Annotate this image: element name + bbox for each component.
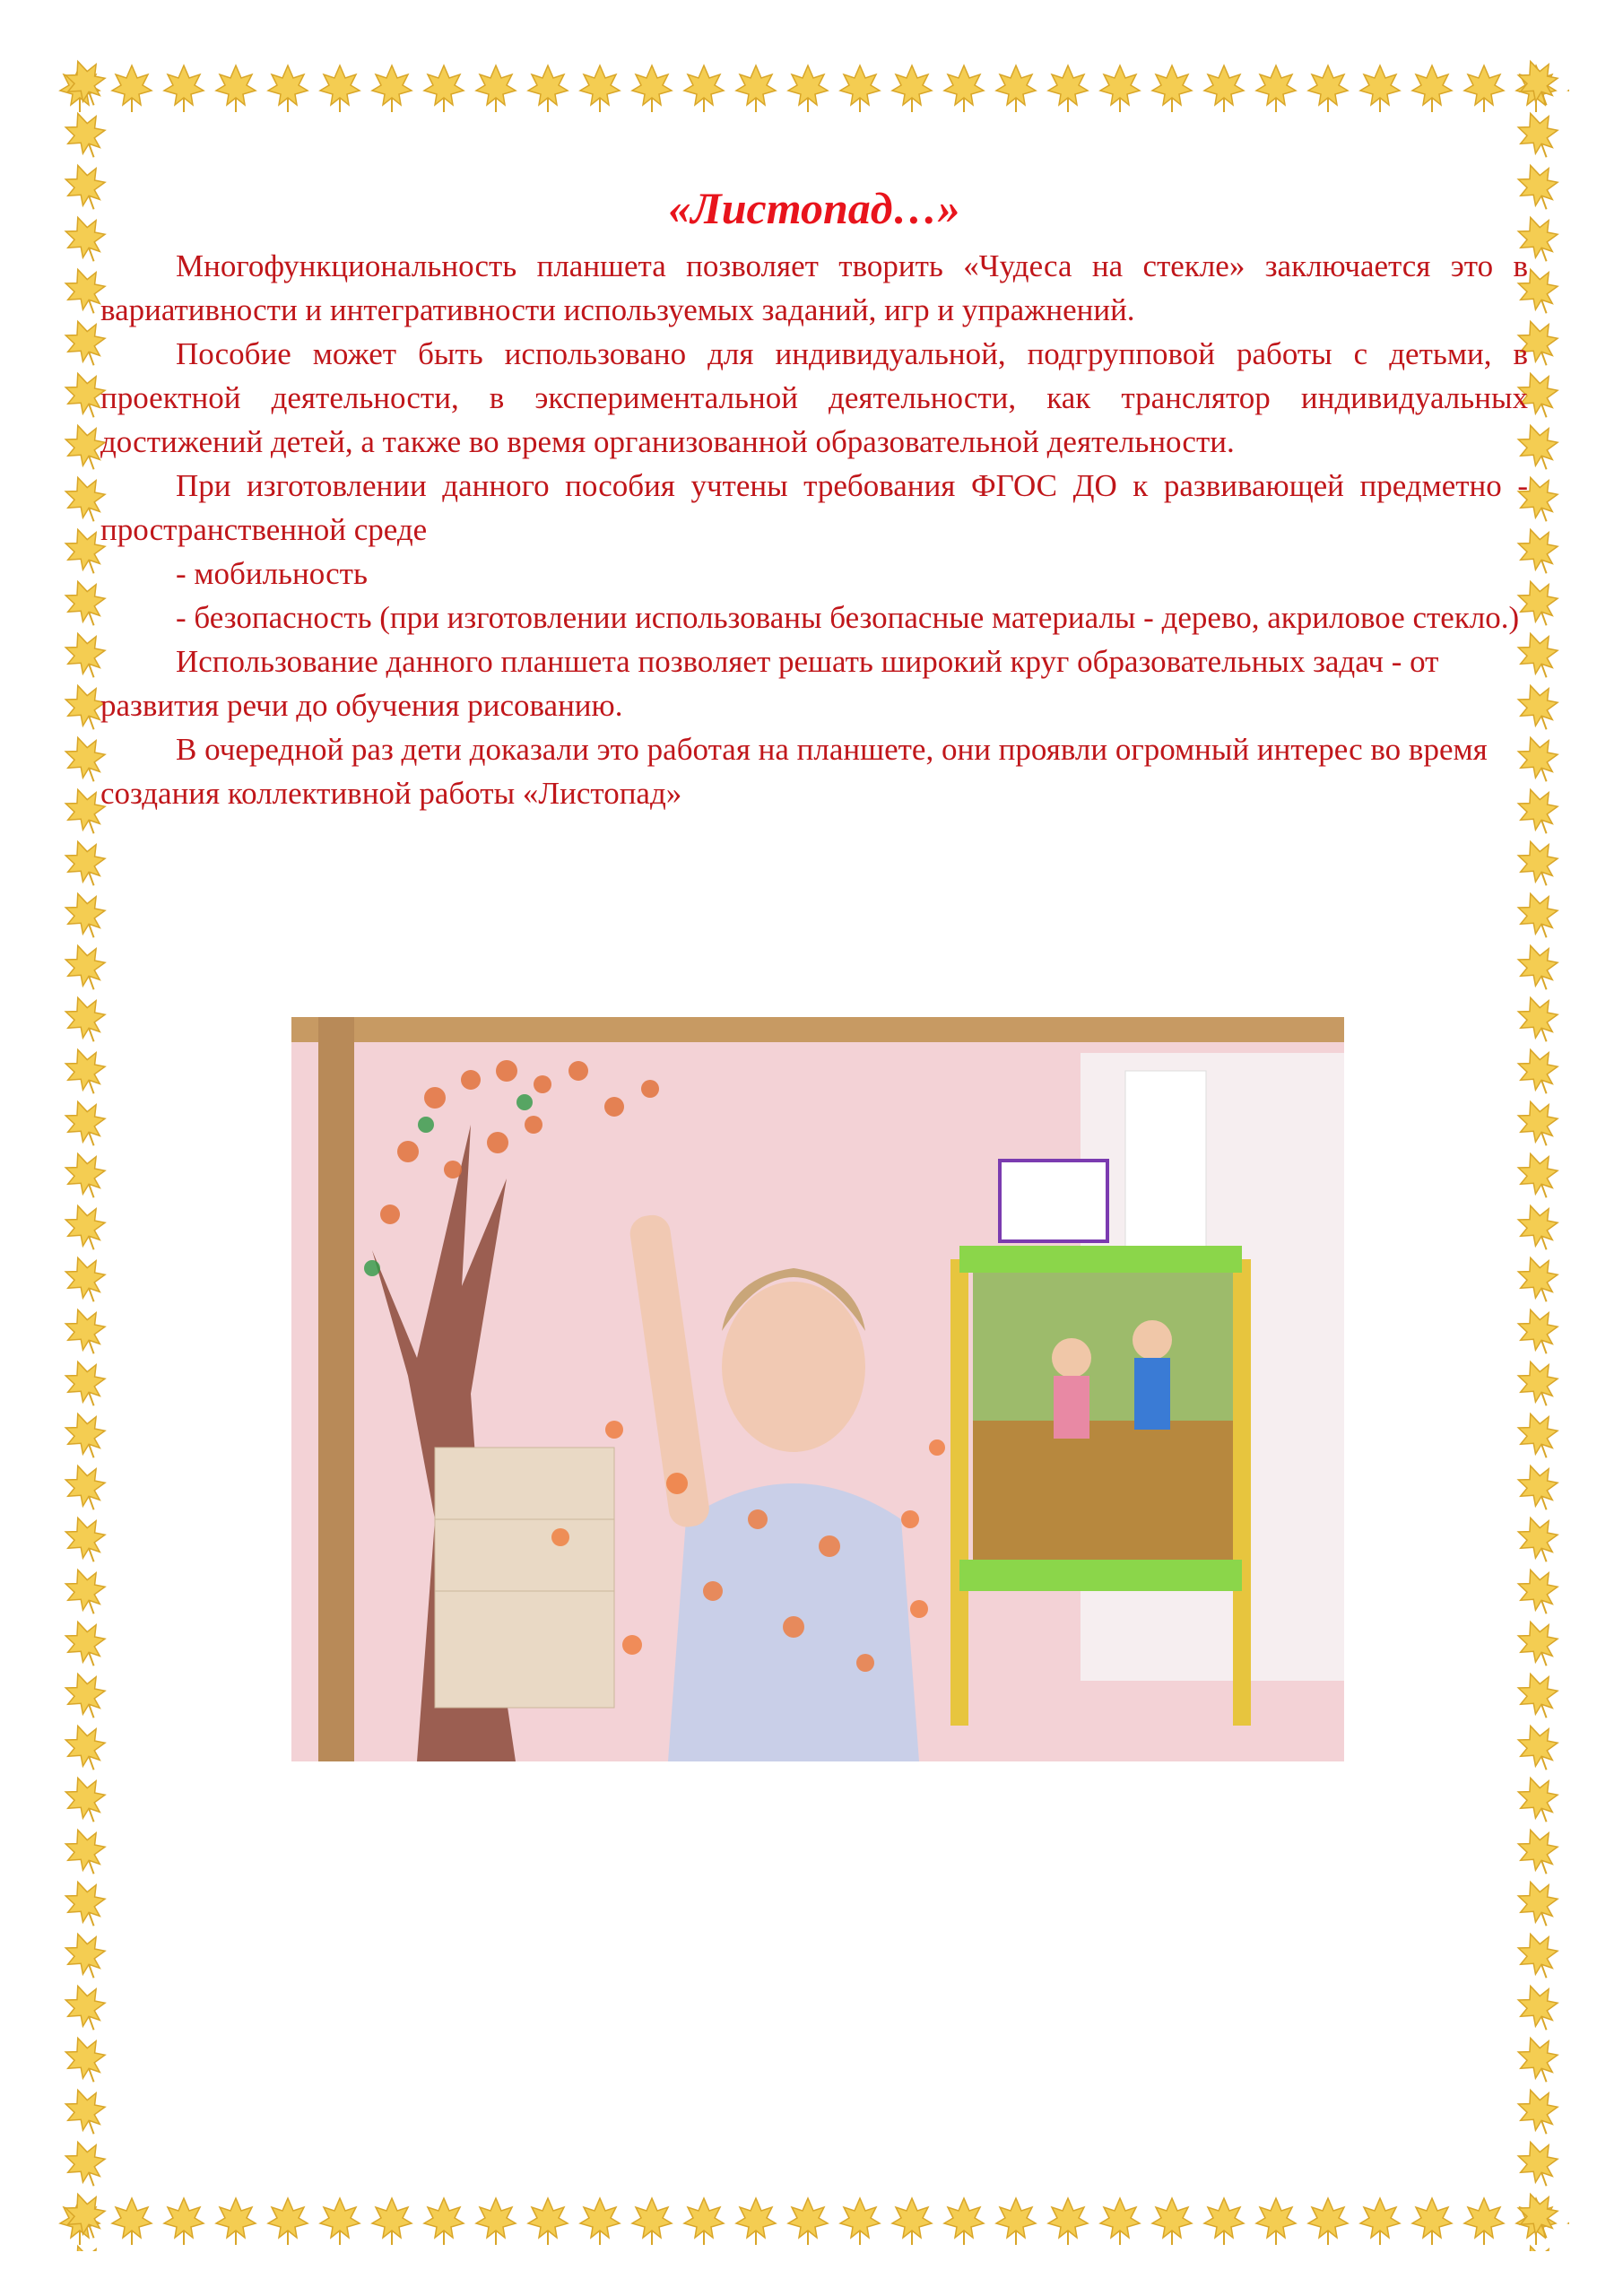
paragraph-6: Использование данного планшета позволяет решать широкий круг образовательных задач - от развития речи до обучения рисованию.	[100, 644, 1439, 723]
paragraph-5: - безопасность (при изготовлении использованы безопасные материалы - дерево, акриловое стекло.)	[176, 600, 1520, 635]
paragraph-1: Многофункциональность планшета позволяет творить «Чудеса на стекле» заключается это в вариативности и интегративности используемых заданий, игр и упражнений.	[100, 248, 1528, 327]
leaf-border-top	[54, 56, 1569, 118]
paragraph-2: Пособие может быть использовано для индивидуальной, подгрупповой работы с детьми, в проектной деятельности, в экспериментальной деятельности, как транслятор индивидуальных достижений детей, а также во время организованной образовательной деятельности.	[100, 336, 1528, 459]
page-title: «Листопад…»	[668, 183, 960, 233]
paragraph-7: В очередной раз дети доказали это работая на планшете, они проявли огромный интерес во время создания коллективной работы «Листопад»	[100, 732, 1488, 811]
paragraph-3: При изготовлении данного пособия учтены требования ФГОС ДО к развивающей предметно - пространственной среде	[100, 468, 1528, 547]
leaf-border-bottom	[54, 2188, 1569, 2251]
photo-child-at-easel	[291, 1017, 1344, 1761]
document-body	[100, 179, 1528, 815]
paragraph-4: - мобильность	[176, 556, 368, 591]
